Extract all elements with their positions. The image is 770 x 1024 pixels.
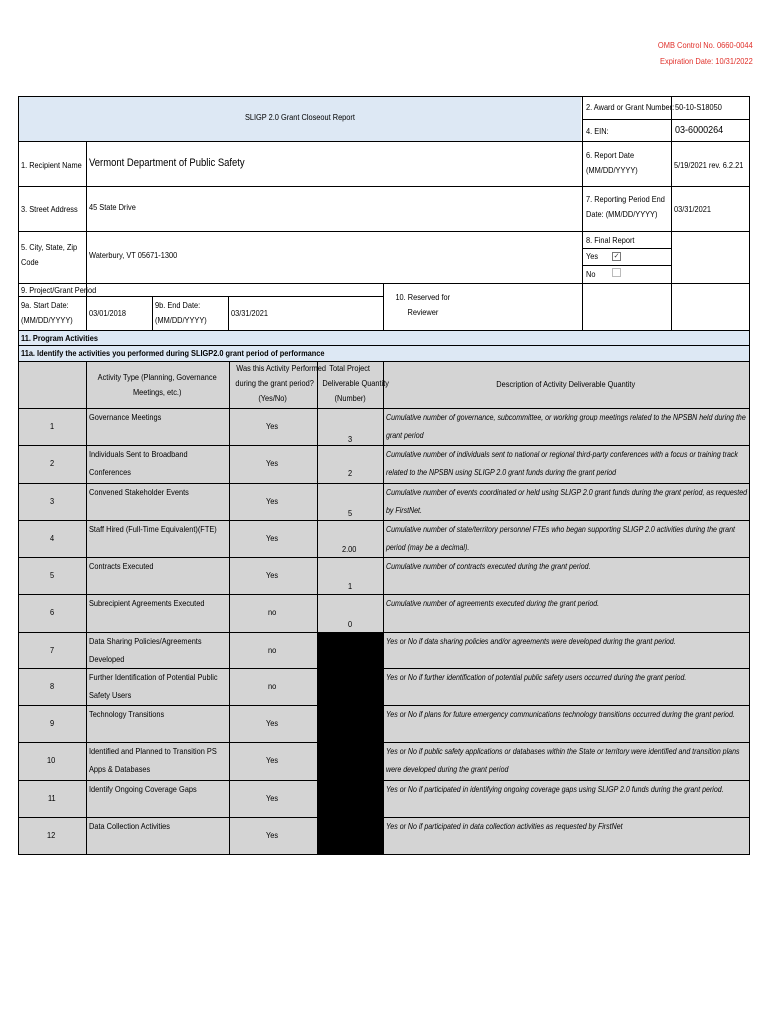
city-state-zip-value: Waterbury, VT 05671-1300 — [89, 250, 178, 260]
performed-value: Yes — [265, 570, 279, 580]
program-activities-instructions: 11a. Identify the activities you performed during SLIGP2.0 grant period of performance — [21, 348, 325, 358]
row-number: 10 — [47, 755, 56, 765]
end-date-value: 03/31/2021 — [231, 308, 268, 318]
final-report-no-label: No — [586, 269, 596, 279]
final-report-yes-checkbox[interactable] — [612, 252, 621, 261]
reporting-period-end-label: 7. Reporting Period End Date: (MM/DD/YYYY) — [586, 194, 665, 219]
activity-description: Cumulative number of contracts executed during the grant period. — [386, 561, 591, 571]
reserved-for-reviewer-label: 10. Reserved for Reviewer — [395, 292, 451, 317]
activity-description: Yes or No if plans for future emergency communications technology transitions occurred during the grant period. — [386, 709, 735, 719]
recipient-name-value: Vermont Department of Public Safety — [89, 157, 245, 169]
activity-description: Yes or No if participated in data collection activities as requested by FirstNet — [386, 821, 623, 831]
activity-type: Identified and Planned to Transition PS Apps & Databases — [89, 746, 217, 774]
final-report-no-checkbox[interactable] — [612, 268, 621, 277]
performed-value: Yes — [265, 533, 279, 543]
start-date-value: 03/01/2018 — [89, 308, 126, 318]
activity-description: Cumulative number of state/territory personnel FTEs who began supporting SLIGP 2.0 activities during the grant period (may be a decimal). — [386, 524, 735, 552]
start-date-label: 9a. Start Date: (MM/DD/YYYY) — [21, 300, 73, 325]
row-number: 7 — [49, 645, 54, 655]
performed-value: Yes — [265, 496, 279, 506]
award-number-label: 2. Award or Grant Number: — [586, 102, 675, 112]
final-report-yes-label: Yes — [586, 251, 599, 261]
performed-value: no — [268, 645, 277, 655]
performed-value: Yes — [265, 458, 279, 468]
activity-type: Contracts Executed — [89, 561, 154, 571]
quantity-value: 5 — [347, 508, 352, 518]
activity-type: Staff Hired (Full-Time Equivalent)(FTE) — [89, 524, 217, 534]
quantity-value: 3 — [347, 434, 352, 444]
performed-value: Yes — [265, 793, 279, 803]
activity-type: Identify Ongoing Coverage Gaps — [89, 784, 197, 794]
report-date-value: 5/19/2021 rev. 6.2.21 — [674, 160, 744, 170]
activity-type: Further Identification of Potential Public Safety Users — [89, 672, 218, 700]
end-date-label: 9b. End Date: (MM/DD/YYYY) — [155, 300, 207, 325]
activity-type: Individuals Sent to Broadband Conferences — [89, 449, 188, 477]
performed-value: Yes — [265, 830, 279, 840]
activity-type: Convened Stakeholder Events — [89, 487, 189, 497]
row-number: 8 — [49, 681, 54, 691]
quantity-value: 2.00 — [341, 544, 357, 554]
activity-description: Yes or No if data sharing policies and/or agreements were developed during the grant period. — [386, 636, 676, 646]
performed-value: no — [268, 681, 277, 691]
activity-description: Yes or No if public safety applications or databases within the State or territory were identified and transition plans were developed during the grant period — [386, 746, 740, 774]
blocked-quantity-cells — [317, 632, 384, 854]
row-number: 5 — [49, 570, 54, 580]
activity-description: Cumulative number of governance, subcommittee, or working group meetings related to the NPSBN held during the grant period — [386, 412, 746, 440]
ein-value: 03-6000264 — [675, 124, 724, 136]
ein-label: 4. EIN: — [586, 126, 609, 136]
activity-description: Yes or No if further identification of potential public safety users occurred during the grant period. — [386, 672, 687, 682]
performed-value: Yes — [265, 718, 279, 728]
program-activities-label: 11. Program Activities — [21, 333, 98, 343]
omb-info — [645, 37, 753, 69]
performed-value: Yes — [265, 755, 279, 765]
row-number: 12 — [47, 830, 56, 840]
omb-control-number: OMB Control No. 0660-0044 — [658, 40, 753, 50]
street-address-value: 45 State Drive — [89, 202, 136, 212]
activity-type: Subrecipient Agreements Executed — [89, 598, 205, 608]
quantity-value: 1 — [347, 581, 352, 591]
check-icon: ✓ — [613, 253, 620, 260]
final-report-label: 8. Final Report — [586, 235, 635, 245]
project-grant-period-label: 9. Project/Grant Period — [21, 285, 97, 295]
recipient-name-label: 1. Recipient Name — [21, 160, 82, 170]
row-number: 3 — [49, 496, 54, 506]
quantity-value: 0 — [347, 619, 352, 629]
activity-description: Yes or No if participated in identifying ongoing coverage gaps using SLIGP 2.0 funds during the grant period. — [386, 784, 724, 794]
reporting-period-end-value: 03/31/2021 — [674, 204, 711, 214]
performed-header: Was this Activity Performed during the grant period? (Yes/No) — [235, 363, 326, 403]
row-number: 2 — [49, 458, 54, 468]
activity-type: Data Collection Activities — [89, 821, 170, 831]
row-number: 1 — [49, 421, 54, 431]
row-number: 11 — [47, 793, 56, 803]
award-number-value: 50-10-S18050 — [675, 102, 722, 112]
activity-type: Technology Transitions — [89, 709, 165, 719]
report-title: SLIGP 2.0 Grant Closeout Report — [244, 112, 355, 122]
omb-expiration-date: Expiration Date: 10/31/2022 — [660, 56, 753, 66]
city-state-zip-label: 5. City, State, Zip Code — [21, 242, 78, 267]
description-header: Description of Activity Deliverable Quantity — [496, 379, 636, 389]
quantity-value: 2 — [347, 468, 352, 478]
performed-value: no — [268, 607, 277, 617]
row-number: 4 — [49, 533, 54, 543]
report-date-label: 6. Report Date (MM/DD/YYYY) — [586, 150, 638, 175]
row-number: 6 — [49, 607, 54, 617]
activity-description: Cumulative number of individuals sent to national or regional third-party conferences with a focus or training track related to the NPSBN using SLIGP 2.0 grant funds during the grant period — [386, 449, 738, 477]
activity-description: Cumulative number of events coordinated or held using SLIGP 2.0 grant funds during the grant period, as requested by FirstNet. — [386, 487, 748, 515]
performed-value: Yes — [265, 421, 279, 431]
activity-type: Governance Meetings — [89, 412, 162, 422]
total-quantity-header: Total Project Deliverable Quantity (Number) — [322, 363, 389, 403]
row-number: 9 — [49, 718, 54, 728]
activity-type-header: Activity Type (Planning, Governance Meetings, etc.) — [97, 372, 218, 397]
street-address-label: 3. Street Address — [21, 204, 78, 214]
activity-type: Data Sharing Policies/Agreements Developed — [89, 636, 202, 664]
activity-description: Cumulative number of agreements executed during the grant period. — [386, 598, 600, 608]
